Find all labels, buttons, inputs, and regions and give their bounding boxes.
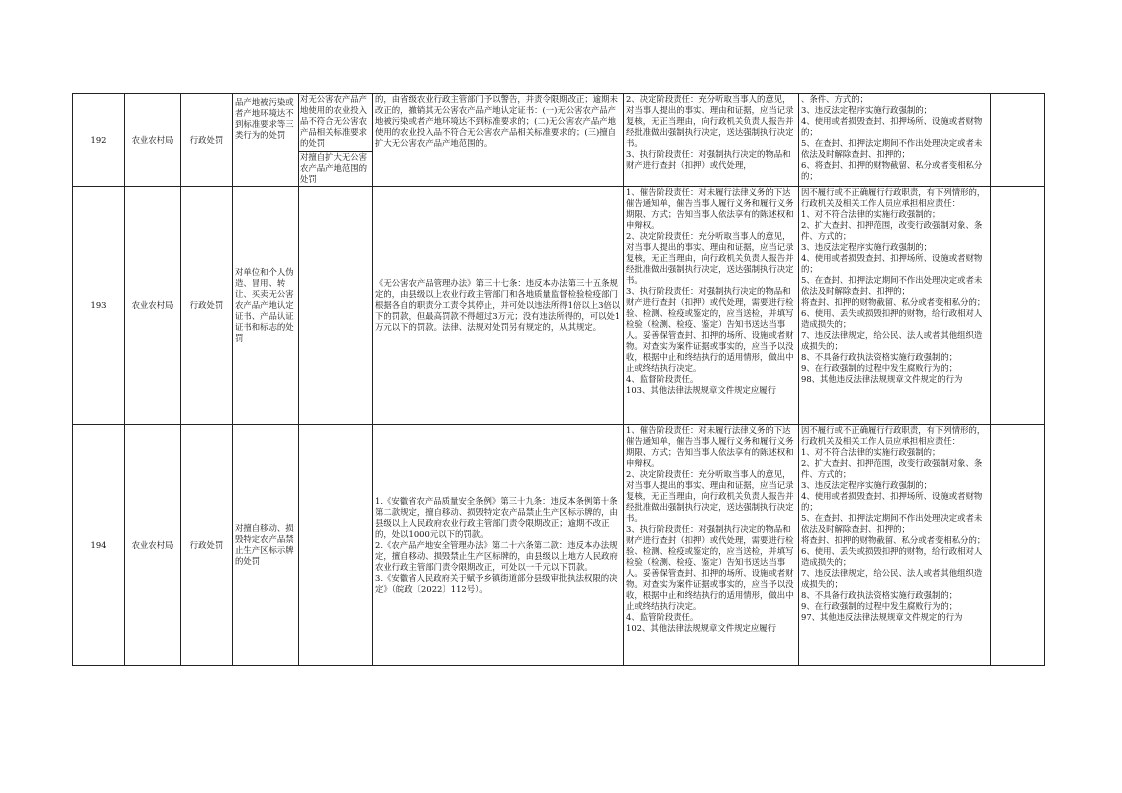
accountability-text: 因不履行或不正确履行行政职责，有下列情形的，行政机关及相关工作人员应承担相应责任： 1、对不符合法律的实施行政强制的； 2、扩大查封、扣押范围，改变行政强制对象、条件、方式的； 3、违反法定程序实施行政强制的； 4、使用或者损毁查封、扣押场所、设施或者财物的； 5、在查封、扣押法定期间不作出处理决定或者未依法及时解除查封、扣押的； 将查封、扣押的财物截留、私分或者变相私分的； 6、使用、丢失或损毁扣押的财物，给行政相对人造成损失的； 7、违反法律规定，给公民、法人或者其他组织造成损失的； 8、不具备行政执法资格实施行政强制的； 9、在行政强制的过程中发生腐败行为的； 98、其他违反法律法规规章文件规定的行为 xyxy=(801,187,986,384)
basis-cell: 1.《安徽省农产品质量安全条例》第三十九条：违反本条例第十条第二款规定，擅自移动、损毁特定农产品禁止生产区标示牌的，由县级以上人民政府农业行政主管部门责令限期改正；逾期不改正的，处以1000元以下的罚款。 2.《农产品产地安全管理办法》第二十六条第二款：违反本办法规定，擅自移动、损毁禁止生产区标牌的，由县级以上地方人民政府农业行政主管部门责令限期改正，可处以一千元以下罚款。 3.《安徽省人民政府关于赋予乡镇街道部分县级审批执法权限的决定》（皖政〔2022〕112号）。 xyxy=(373,425,624,666)
duty-cell xyxy=(624,187,799,425)
remark-cell xyxy=(991,187,1045,425)
item-name-cell: 对单位和个人伪造、冒用、转让、买卖无公害农产品产地认定证书、产品认证证书和标志的处罚 xyxy=(233,187,299,425)
row-number: 193 xyxy=(73,187,125,425)
table-row xyxy=(73,94,1045,187)
duty-text: 1、催告阶段责任：对未履行法律义务的下达催告通知单，催告当事人履行义务和履行义务期限、方式；告知当事人依法享有的陈述权和申辩权。 2、决定阶段责任：充分听取当事人的意见，对当事人提出的事实、理由和证据，应当记录复核，无正当理由，向行政机关负责人报告并经批准做出强制执行决定，送达强制执行决定书。 3、执行阶段责任：对强制执行决定的物品和财产进行查封（扣押）或代处理，需要进行检验、检测、检疫或鉴定的，应当送检，并填写检验（检测、检疫、鉴定）告知书送达当事人。妥善保管查封、扣押的场所、设施或者财物。对查实为案件证据或事实的，应当予以没收，根据中止和终结执行的适用情形，做出中止或终结执行决定。 4、监管阶段责任。 102、其他法律法规规章文件规定应履行 xyxy=(626,425,794,633)
table-row xyxy=(73,425,1045,666)
department-cell: 农业农村局 xyxy=(125,425,181,666)
category-cell: 行政处罚 xyxy=(181,94,233,187)
duty-cell xyxy=(624,425,799,666)
remark-cell xyxy=(991,425,1045,666)
table-row xyxy=(73,187,1045,425)
basis-text: 的，由省级农业行政主管部门予以警告，并责令限期改正；逾期未改正的，撤销其无公害农产品产地认定证书：(一)无公害农产品产地被污染或者产地环境达不到标准要求的；(二)无公害农产品产地使用的农业投入品不符合无公害农产品相关标准要求的；(三)擅自扩大无公害农产品产地范围的。 xyxy=(375,94,618,148)
row-number: 194 xyxy=(73,425,125,666)
category-cell: 行政处罚 xyxy=(181,187,233,425)
subitem-1: 对无公害农产品产地使用的农业投入品不符合无公害农产品相关标准要求的处罚 xyxy=(299,94,372,152)
basis-cell: 《无公害农产品管理办法》第三十七条：违反本办法第三十五条规定的，由县级以上农业行政主管部门和各地质量监督检验检疫部门根据各自的职责分工责令其停止，并可处以违法所得1倍以上3倍以下的罚款，但最高罚款不得超过3万元；没有违法所得的，可以处1万元以下的罚款。法律、法规对处罚另有规定的，从其规定。 xyxy=(373,187,624,425)
accountability-text: 、条件、方式的； 3、违反法定程序实施行政强制的； 4、使用或者损毁查封、扣押场所、设施或者财物的； 5、在查封、扣押法定期间不作出处理决定或者未依法及时解除查封、扣押的； 6、将查封、扣押的财物截留、私分或者变相私分的； xyxy=(801,94,983,181)
accountability-cell xyxy=(799,425,991,666)
item-name-text: 品产地被污染或者产地环境达不到标准要求等三类行为的处罚 xyxy=(235,97,294,140)
subitem-cell xyxy=(299,425,373,666)
subitem-cell xyxy=(299,187,373,425)
item-name-cell xyxy=(233,94,299,187)
item-name-cell: 对擅自移动、损毁特定农产品禁止生产区标示牌的处罚 xyxy=(233,425,299,666)
subitem-cell xyxy=(299,94,373,187)
category-cell: 行政处罚 xyxy=(181,425,233,666)
responsibility-table xyxy=(72,93,1045,666)
duty-text: 2、决定阶段责任：充分听取当事人的意见，对当事人提出的事实、理由和证据，应当记录复核，无正当理由，向行政机关负责人报告并经批准做出强制执行决定，送达强制执行决定书。 3、执行阶段责任：对强制执行决定的物品和财产进行查封（扣押）或代处理， xyxy=(626,94,794,170)
subitem-2: 对擅自扩大无公害农产品产地范围的处罚 xyxy=(300,152,367,184)
accountability-cell xyxy=(799,94,991,187)
remark-cell xyxy=(991,94,1045,187)
accountability-text: 因不履行或不正确履行行政职责，有下列情形的，行政机关及相关工作人员应承担相应责任： 1、对不符合法律的实施行政强制的； 2、扩大查封、扣押范围，改变行政强制对象、条件、方式的； 3、违反法定程序实施行政强制的； 4、使用或者损毁查封、扣押场所、设施或者财物的； 5、在查封、扣押法定期间不作出处理决定或者未依法及时解除查封、扣押的； 将查封、扣押的财物截留、私分或者变相私分的； 6、使用、丢失或损毁扣押的财物，给行政相对人造成损失的； 7、违反法律规定，给公民、法人或者其他组织造成损失的； 8、不具备行政执法资格实施行政强制的； 9、在行政强制的过程中发生腐败行为的； 97、其他违反法律法规规章文件规定的行为 xyxy=(801,425,986,622)
row-number: 192 xyxy=(73,94,125,187)
duty-cell xyxy=(624,94,799,187)
department-cell: 农业农村局 xyxy=(125,187,181,425)
duty-text: 1、催告阶段责任：对未履行法律义务的下达催告通知单，催告当事人履行义务和履行义务期限、方式；告知当事人依法享有的陈述权和申辩权。 2、决定阶段责任：充分听取当事人的意见，对当事人提出的事实、理由和证据，应当记录复核，无正当理由，向行政机关负责人报告并经批准做出强制执行决定，送达强制执行决定书。 3、执行阶段责任：对强制执行决定的物品和财产进行查封（扣押）或代处理，需要进行检验、检测、检疫或鉴定的，应当送检，并填写检验（检测、检疫、鉴定）告知书送达当事人。妥善保管查封、扣押的场所、设施或者财物。对查实为案件证据或事实的，应当予以没收，根据中止和终结执行的适用情形，做出中止或终结执行决定。 4、监督阶段责任。 103、其他法律法规规章文件规定应履行 xyxy=(626,187,794,395)
department-cell: 农业农村局 xyxy=(125,94,181,187)
accountability-cell xyxy=(799,187,991,425)
basis-cell xyxy=(373,94,624,187)
